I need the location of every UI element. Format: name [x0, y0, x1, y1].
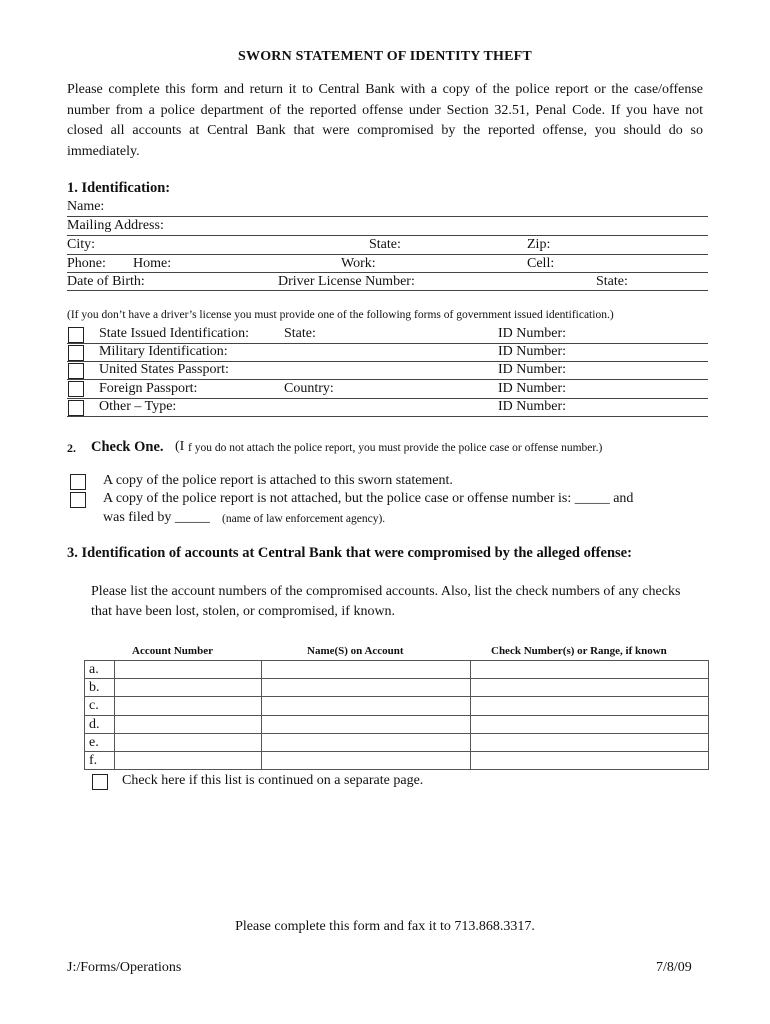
- form-path: J:/Forms/Operations: [67, 960, 182, 975]
- continued-checkbox[interactable]: [92, 774, 108, 790]
- table-row: [85, 697, 709, 715]
- account-number-cell[interactable]: [115, 697, 262, 715]
- table-row: [85, 715, 709, 733]
- check-numbers-cell[interactable]: [471, 661, 709, 679]
- form-date: 7/8/09: [656, 960, 692, 975]
- us-passport-checkbox[interactable]: [68, 363, 84, 379]
- check-numbers-cell[interactable]: [471, 751, 709, 769]
- check-numbers-cell[interactable]: [471, 733, 709, 751]
- form-title: SWORN STATEMENT OF IDENTITY THEFT: [238, 49, 532, 64]
- other-id-line: [67, 416, 708, 417]
- city-state-zip-field[interactable]: [67, 254, 708, 255]
- row-label: f.: [85, 751, 115, 769]
- section3-heading: 3. Identification of accounts at Central Bank that were compromised by the alleged offense:: [67, 545, 632, 561]
- name-field[interactable]: [67, 216, 708, 217]
- us-passport-line: [67, 379, 708, 380]
- intro-paragraph: Please complete this form and return it to Central Bank with a copy of the police report or the case/offense number from a police department of the reported offense under Section 32.51, Penal Code. If you have not closed all accounts at Central Bank that were compromised by the reported offense, you should do so immediately.: [67, 82, 703, 159]
- section3-instructions: Please list the account numbers of the compromised accounts. Also, list the check numbers of any checks that have been lost, stolen, or compromised, if known.: [91, 584, 681, 619]
- account-number-cell[interactable]: [115, 679, 262, 697]
- foreign-passport-number-label: ID Number:: [498, 381, 567, 396]
- names-on-account-header: Name(S) on Account: [307, 645, 404, 657]
- mailing-address-field[interactable]: [67, 235, 708, 236]
- report-attached-checkbox[interactable]: [70, 474, 86, 490]
- driver-license-label: Driver License Number:: [278, 274, 415, 289]
- state-id-label: State Issued Identification:: [99, 326, 250, 341]
- row-label: e.: [85, 733, 115, 751]
- check-numbers-cell[interactable]: [471, 679, 709, 697]
- us-passport-number-label: ID Number:: [498, 362, 567, 377]
- state-id-number-label: ID Number:: [498, 326, 567, 341]
- table-row: [85, 733, 709, 751]
- mailing-address-label: Mailing Address:: [67, 218, 164, 233]
- zip-label: Zip:: [527, 237, 551, 252]
- account-number-cell[interactable]: [115, 733, 262, 751]
- id-note: (If you don’t have a driver’s license you must provide one of the following forms of government issued identification.): [67, 309, 614, 321]
- foreign-passport-country-label: Country:: [284, 381, 334, 396]
- state-label: State:: [369, 237, 401, 252]
- section1-heading: 1. Identification:: [67, 180, 171, 196]
- names-cell[interactable]: [262, 733, 471, 751]
- row-label: c.: [85, 697, 115, 715]
- names-cell[interactable]: [262, 661, 471, 679]
- us-passport-label: United States Passport:: [99, 362, 229, 377]
- check-numbers-cell[interactable]: [471, 715, 709, 733]
- report-attached-label: A copy of the police report is attached to this sworn statement.: [103, 473, 453, 488]
- report-not-attached-label: A copy of the police report is not attached, but the police case or offense number is: _____ and: [103, 491, 634, 506]
- row-label: d.: [85, 715, 115, 733]
- table-row: [85, 751, 709, 769]
- account-number-header: Account Number: [132, 645, 213, 657]
- cell-phone-label: Cell:: [527, 256, 555, 271]
- military-id-number-label: ID Number:: [498, 344, 567, 359]
- other-id-number-label: ID Number:: [498, 399, 567, 414]
- table-row: [85, 679, 709, 697]
- dob-label: Date of Birth:: [67, 274, 145, 289]
- report-not-attached-checkbox[interactable]: [70, 492, 86, 508]
- other-id-label: Other – Type:: [99, 399, 177, 414]
- account-number-cell[interactable]: [115, 661, 262, 679]
- account-number-cell[interactable]: [115, 715, 262, 733]
- other-id-checkbox[interactable]: [68, 400, 84, 416]
- phone-label: Phone:: [67, 256, 106, 271]
- military-id-checkbox[interactable]: [68, 345, 84, 361]
- section2-note-open: (I: [175, 439, 185, 454]
- section2-heading: Check One.: [91, 439, 164, 455]
- check-numbers-cell[interactable]: [471, 697, 709, 715]
- names-cell[interactable]: [262, 715, 471, 733]
- military-id-label: Military Identification:: [99, 344, 228, 359]
- foreign-passport-label: Foreign Passport:: [99, 381, 198, 396]
- dob-license-field[interactable]: [67, 290, 708, 291]
- names-cell[interactable]: [262, 751, 471, 769]
- names-cell[interactable]: [262, 679, 471, 697]
- phone-field[interactable]: [67, 272, 708, 273]
- fax-instructions: Please complete this form and fax it to 713.868.3317.: [235, 919, 535, 934]
- work-phone-label: Work:: [341, 256, 376, 271]
- names-cell[interactable]: [262, 697, 471, 715]
- foreign-passport-checkbox[interactable]: [68, 381, 84, 397]
- agency-note: (name of law enforcement agency).: [222, 513, 386, 525]
- state-id-checkbox[interactable]: [68, 327, 84, 343]
- name-label: Name:: [67, 199, 105, 214]
- continued-label: Check here if this list is continued on a separate page.: [122, 773, 424, 788]
- row-label: b.: [85, 679, 115, 697]
- section2-number: 2.: [67, 441, 76, 455]
- home-phone-label: Home:: [133, 256, 172, 271]
- accounts-table: [84, 660, 709, 770]
- city-label: City:: [67, 237, 96, 252]
- check-numbers-header: Check Number(s) or Range, if known: [491, 645, 667, 657]
- filed-by-label: was filed by _____: [103, 510, 210, 525]
- account-number-cell[interactable]: [115, 751, 262, 769]
- section2-note: f you do not attach the police report, you must provide the police case or offense number.): [188, 442, 603, 454]
- row-label: a.: [85, 661, 115, 679]
- table-row: [85, 661, 709, 679]
- dl-state-label: State:: [596, 274, 628, 289]
- state-id-state-label: State:: [284, 326, 316, 341]
